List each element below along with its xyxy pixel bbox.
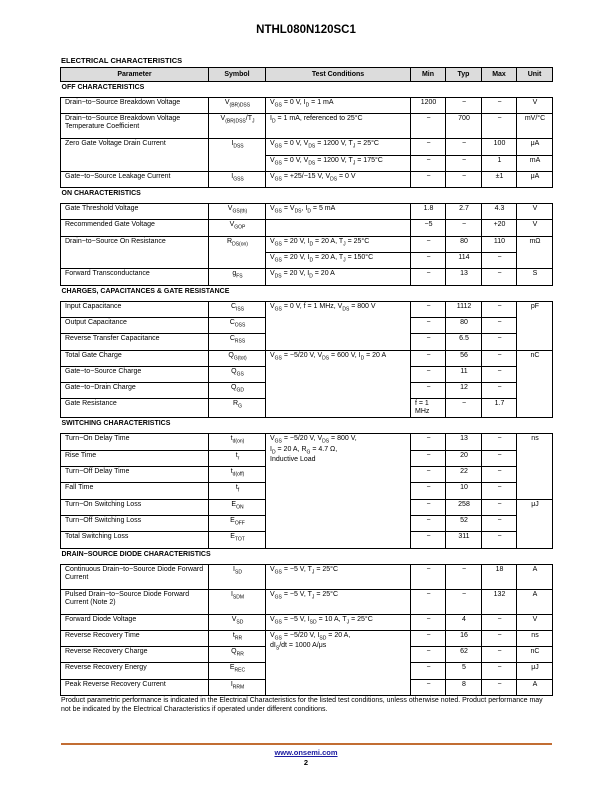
parameter-cell: Drain−to−Source On Resistance [61,236,209,269]
table-body [61,82,553,696]
table-row [61,589,553,614]
symbol-cell: $I_{SDM}$ [209,589,266,614]
footnote-text: Product parametric performance is indicated in the Electrical Characteristics for the listed test conditions, unless otherwise noted. Product performance may not be indicated by the Electrical Characteristics if operated under different conditions. [61,697,543,713]
table-row [61,220,553,236]
unit-cell: V [517,98,553,114]
min-value-cell: − [411,663,446,679]
max-value-cell: − [482,532,517,548]
min-value-cell: − [411,564,446,589]
min-value-cell: − [411,334,446,350]
test-conditions-cell: $V_{GS} = 0$ V, $I_D = 1$ mA [266,98,411,114]
test-conditions-cell: $V_{GS} = -5$ V, $T_J = 25^\circ C$ [266,589,411,614]
section-title: ELECTRICAL CHARACTERISTICS [61,56,183,65]
test-conditions-cell: $V_{GS} = -5$ V, $I_{SD} = 10$ A, $T_J = 25^\circ C$ [266,614,411,630]
parameter-cell: Reverse Transfer Capacitance [61,334,209,350]
max-value-cell: 4.3 [482,204,517,220]
typ-value-cell: 4 [446,614,482,630]
symbol-cell: $Q_{G(tot)}$ [209,350,266,366]
table-row [61,301,553,317]
footer-link[interactable]: www.onsemi.com [274,748,338,757]
min-value-cell: − [411,366,446,382]
table-row [61,350,553,366]
section-header-row [61,548,553,564]
parameter-cell: Total Switching Loss [61,532,209,548]
min-value-cell: − [411,383,446,399]
min-value-cell: − [411,269,446,285]
typ-value-cell: − [446,589,482,614]
min-value-cell: − [411,532,446,548]
table-row [61,434,553,450]
symbol-cell: $E_{OFF}$ [209,515,266,531]
col-header-typ: Typ [446,68,482,82]
max-value-cell: − [482,679,517,695]
parameter-cell: Turn−On Switching Loss [61,499,209,515]
symbol-cell: $t_{d(on)}$ [209,434,266,450]
symbol-cell: $V_{(BR)DSS}/T_J$ [209,114,266,139]
symbol-cell: $t_r$ [209,450,266,466]
typ-value-cell: 20 [446,450,482,466]
test-conditions-cell: $V_{GS} = -5/20$ V, $V_{DS} = 600$ V, $I_D = 20$ A [266,350,411,418]
symbol-cell: $E_{ON}$ [209,499,266,515]
unit-cell: nC [517,647,553,663]
unit-cell: ns [517,630,553,646]
section-header-row [61,188,553,204]
test-conditions-cell: $V_{GS} = -5$ V, $T_J = 25^\circ C$ [266,564,411,589]
parameter-cell: Gate Threshold Voltage [61,204,209,220]
symbol-cell: $E_{REC}$ [209,663,266,679]
max-value-cell: +20 [482,220,517,236]
test-conditions-cell: $V_{GS} = 0$ V, $V_{DS} = 1200$ V, $T_J = 25^\circ C$ [266,139,411,155]
parameter-cell: Pulsed Drain−to−Source Diode Forward Current (Note 2) [61,589,209,614]
test-conditions-cell: $V_{GS} = +25/-15$ V, $V_{DS} = 0$ V [266,171,411,187]
symbol-cell: $C_{OSS}$ [209,317,266,333]
table-row [61,98,553,114]
max-value-cell: 18 [482,564,517,589]
parameter-cell: Gate−to−Drain Charge [61,383,209,399]
symbol-cell: $V_{GS(th)}$ [209,204,266,220]
parameter-cell: Zero Gate Voltage Drain Current [61,139,209,172]
page-number: 2 [303,758,309,767]
unit-cell: nC [517,350,553,418]
parameter-cell: Turn−Off Switching Loss [61,515,209,531]
test-conditions-cell: $V_{GS} = -5/20$ V, $I_{SD} = 20$ A, $dI_S/dt = 1000$ A/μs [266,630,411,695]
max-value-cell: − [482,350,517,366]
unit-cell: A [517,679,553,695]
min-value-cell: − [411,139,446,155]
parameter-cell: Continuous Drain−to−Source Diode Forward Current [61,564,209,589]
parameter-cell: Drain−to−Source Breakdown Voltage [61,98,209,114]
unit-cell: μJ [517,499,553,548]
test-conditions-cell: $V_{GS} = 20$ V, $I_D = 20$ A, $T_J = 25^\circ C$ [266,236,411,252]
typ-value-cell: − [446,220,482,236]
min-value-cell: − [411,114,446,139]
table-row [61,564,553,589]
max-value-cell: − [482,630,517,646]
min-value-cell: 1.8 [411,204,446,220]
symbol-cell: $t_{RR}$ [209,630,266,646]
max-value-cell: − [482,253,517,269]
max-value-cell: 1 [482,155,517,171]
typ-value-cell: 10 [446,483,482,499]
min-value-cell: − [411,434,446,450]
max-value-cell: − [482,301,517,317]
footer-divider [61,743,552,745]
min-value-cell: − [411,647,446,663]
typ-value-cell: 56 [446,350,482,366]
table-row [61,114,553,139]
symbol-cell: $I_{RRM}$ [209,679,266,695]
unit-cell: V [517,220,553,236]
symbol-cell: $g_{FS}$ [209,269,266,285]
table-row [61,614,553,630]
typ-value-cell: − [446,155,482,171]
min-value-cell: − [411,614,446,630]
electrical-characteristics-table [60,67,553,696]
max-value-cell: − [482,434,517,450]
parameter-cell: Turn−Off Delay Time [61,467,209,483]
min-value-cell: − [411,253,446,269]
unit-cell: mV/°C [517,114,553,139]
unit-cell: μA [517,171,553,187]
typ-value-cell: 11 [446,366,482,382]
col-header-unit: Unit [517,68,553,82]
col-header-symbol: Symbol [209,68,266,82]
section-header-row [61,82,553,98]
symbol-cell: $t_f$ [209,483,266,499]
typ-value-cell: 311 [446,532,482,548]
symbol-cell: $R_{DS(on)}$ [209,236,266,269]
symbol-cell: $V_{(BR)DSS}$ [209,98,266,114]
unit-cell: ns [517,434,553,499]
test-conditions-cell: $V_{GS} = 0$ V, $V_{DS} = 1200$ V, $T_J = 175^\circ C$ [266,155,411,171]
parameter-cell: Output Capacitance [61,317,209,333]
typ-value-cell: 80 [446,317,482,333]
test-conditions-cell: $V_{GS} = 0$ V, f = 1 MHz, $V_{DS} = 800$ V [266,301,411,350]
table-row [61,269,553,285]
parameter-cell: Fall Time [61,483,209,499]
max-value-cell: − [482,647,517,663]
unit-cell: S [517,269,553,285]
parameter-cell: Reverse Recovery Time [61,630,209,646]
parameter-cell: Input Capacitance [61,301,209,317]
symbol-cell: $t_{d(off)}$ [209,467,266,483]
test-conditions-cell: $V_{GS} = -5/20$ V, $V_{DS} = 800$ V, $I_D = 20$ A, $R_G = 4.7$ Ω, Inductive Load [266,434,411,548]
table-row [61,236,553,252]
typ-value-cell: 8 [446,679,482,695]
table-row [61,204,553,220]
parameter-cell: Recommended Gate Voltage [61,220,209,236]
typ-value-cell: 5 [446,663,482,679]
symbol-cell: $I_{DSS}$ [209,139,266,172]
parameter-cell: Turn−On Delay Time [61,434,209,450]
max-value-cell: − [482,450,517,466]
table-row [61,171,553,187]
section-header: SWITCHING CHARACTERISTICS [61,418,553,434]
max-value-cell: − [482,98,517,114]
min-value-cell: 1200 [411,98,446,114]
symbol-cell: $V_{SD}$ [209,614,266,630]
max-value-cell: − [482,317,517,333]
min-value-cell: − [411,589,446,614]
parameter-cell: Gate−to−Source Charge [61,366,209,382]
document-title: NTHL080N120SC1 [256,24,356,36]
symbol-cell: $Q_{RR}$ [209,647,266,663]
typ-value-cell: 1.7 [482,399,517,418]
symbol-cell: $I_{SD}$ [209,564,266,589]
symbol-cell: $E_{TOT}$ [209,532,266,548]
min-value-cell: − [411,450,446,466]
max-value-cell: − [482,663,517,679]
unit-cell: mΩ [517,236,553,269]
min-value-cell: − [411,236,446,252]
parameter-cell: Forward Diode Voltage [61,614,209,630]
table-row [61,139,553,155]
section-header-row [61,285,553,301]
max-value-cell: 100 [482,139,517,155]
parameter-cell: Gate−to−Source Leakage Current [61,171,209,187]
symbol-cell: $C_{ISS}$ [209,301,266,317]
symbol-cell: $I_{GSS}$ [209,171,266,187]
min-value-cell: − [411,301,446,317]
typ-value-cell: 12 [446,383,482,399]
parameter-cell: Reverse Recovery Charge [61,647,209,663]
col-header-max: Max [482,68,517,82]
max-value-cell: − [482,515,517,531]
unit-cell: μJ [517,663,553,679]
col-header-min: Min [411,68,446,82]
typ-value-cell: 258 [446,499,482,515]
min-value-cell: − [411,679,446,695]
min-value-cell: − [411,155,446,171]
parameter-cell: Total Gate Charge [61,350,209,366]
typ-value-cell: − [446,564,482,589]
typ-value-cell: 16 [446,630,482,646]
parameter-cell: Peak Reverse Recovery Current [61,679,209,695]
parameter-cell: Drain−to−Source Breakdown Voltage Temperature Coefficient [61,114,209,139]
max-value-cell: − [482,614,517,630]
max-value-cell: − [482,483,517,499]
min-value-cell: − [411,350,446,366]
max-value-cell: 110 [482,236,517,252]
min-value-cell: − [411,317,446,333]
max-value-cell: − [482,334,517,350]
typ-value-cell: 13 [446,434,482,450]
typ-value-cell: 62 [446,647,482,663]
unit-cell: mA [517,155,553,171]
section-header-row [61,418,553,434]
test-conditions-cell: $V_{GS} = V_{DS}$, $I_D = 5$ mA [266,204,411,220]
table-row [61,630,553,646]
min-value-cell: − [411,483,446,499]
min-value-cell: − [446,399,482,418]
test-conditions-cell: $V_{DS} = 20$ V, $I_D = 20$ A [266,269,411,285]
parameter-cell: Rise Time [61,450,209,466]
symbol-cell: $Q_{GD}$ [209,383,266,399]
symbol-cell: $Q_{GS}$ [209,366,266,382]
max-value-cell: − [482,499,517,515]
typ-value-cell: 2.7 [446,204,482,220]
parameter-cell: Reverse Recovery Energy [61,663,209,679]
min-value-cell: − [411,630,446,646]
test-conditions-cell: $I_D = 1$ mA, referenced to 25°C [266,114,411,139]
parameter-cell: Gate Resistance [61,399,209,418]
min-value-cell: −5 [411,220,446,236]
table-header-row [61,68,553,82]
parameter-cell: Forward Transconductance [61,269,209,285]
min-value-cell: − [411,467,446,483]
symbol-cell: $V_{GOP}$ [209,220,266,236]
typ-value-cell: − [446,171,482,187]
col-header-test-conditions: Test Conditions [266,68,411,82]
typ-value-cell: 80 [446,236,482,252]
section-header: CHARGES, CAPACITANCES & GATE RESISTANCE [61,285,553,301]
min-value-cell: − [411,499,446,515]
unit-cell: A [517,564,553,589]
unit-cell: V [517,204,553,220]
test-conditions-cell: $V_{GS} = 20$ V, $I_D = 20$ A, $T_J = 150^\circ C$ [266,253,411,269]
typ-value-cell: 1112 [446,301,482,317]
max-value-cell: − [482,269,517,285]
col-header-parameter: Parameter [61,68,209,82]
max-value-cell: 132 [482,589,517,614]
unit-cell: V [517,614,553,630]
max-value-cell: − [482,383,517,399]
max-value-cell: ±1 [482,171,517,187]
unit-cell: A [517,589,553,614]
typ-value-cell: 6.5 [446,334,482,350]
max-value-cell: − [482,467,517,483]
min-value-cell: − [411,171,446,187]
typ-value-cell: 22 [446,467,482,483]
symbol-cell: $R_G$ [209,399,266,418]
section-header: ON CHARACTERISTICS [61,188,553,204]
test-conditions-cell [266,220,411,236]
typ-value-cell: 52 [446,515,482,531]
unit-cell: pF [517,301,553,350]
section-header: OFF CHARACTERISTICS [61,82,553,98]
min-value-cell: − [411,515,446,531]
typ-value-cell: 114 [446,253,482,269]
max-value-cell: − [482,114,517,139]
symbol-cell: $C_{RSS}$ [209,334,266,350]
typ-value-cell: − [446,139,482,155]
typ-value-cell: − [446,98,482,114]
test-conditions-cell: f = 1 MHz [411,399,446,418]
typ-value-cell: 700 [446,114,482,139]
section-header: DRAIN−SOURCE DIODE CHARACTERISTICS [61,548,553,564]
typ-value-cell: 13 [446,269,482,285]
max-value-cell: − [482,366,517,382]
unit-cell: μA [517,139,553,155]
